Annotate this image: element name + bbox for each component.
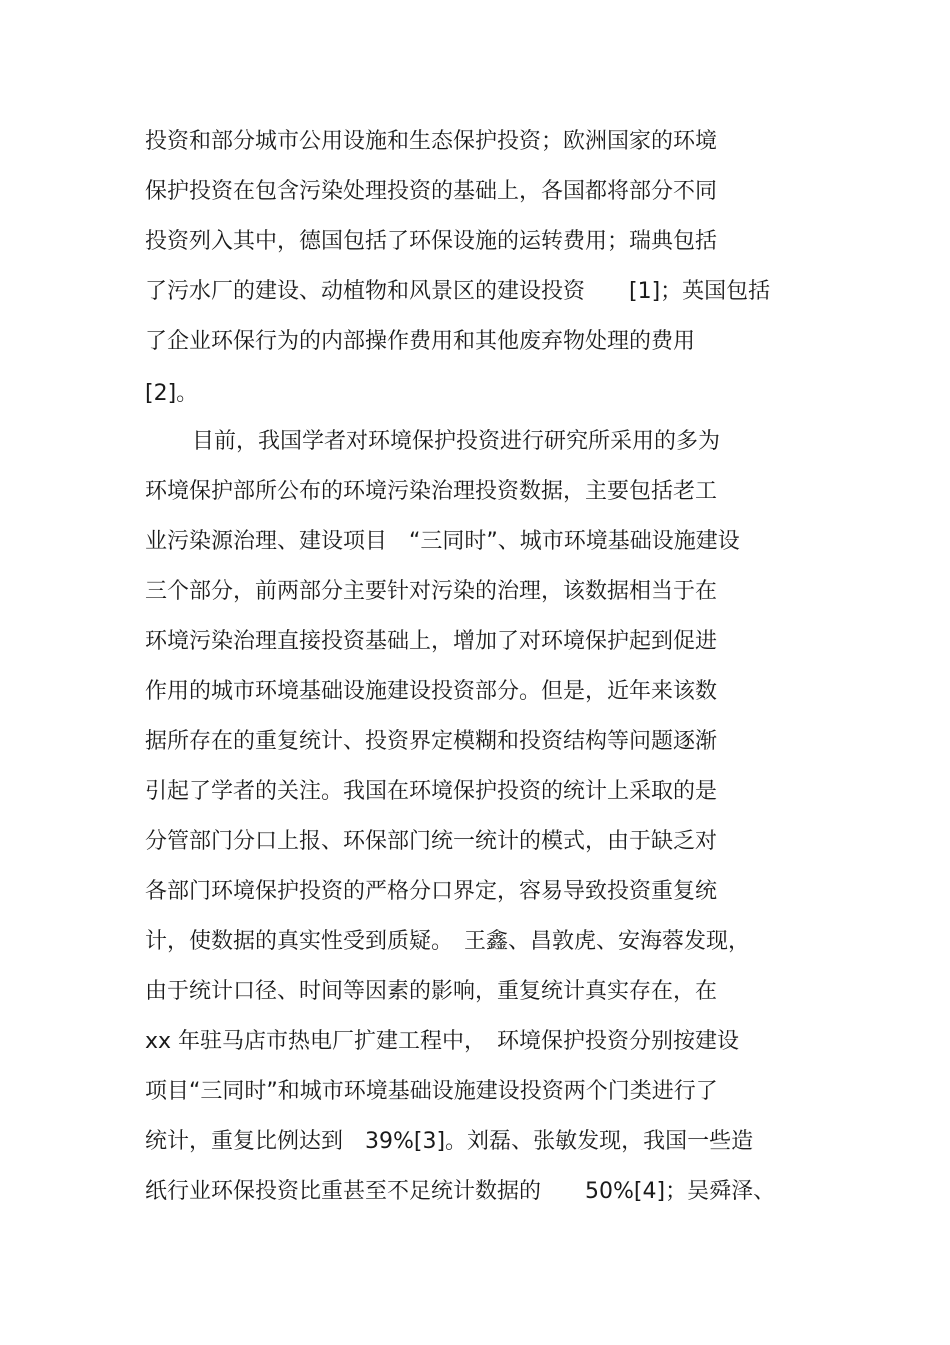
text-line: 引起了学者的关注。我国在环境保护投资的统计上采取的是 [145, 779, 718, 804]
text-line: 由于统计口径、时间等因素的影响，重复统计真实存在，在 [145, 979, 718, 1004]
text-line: 作用的城市环境基础设施建设投资部分。但是，近年来该数 [145, 679, 718, 704]
text-line: [2]。 [145, 381, 199, 406]
text-line: 了企业环保行为的内部操作费用和其他废弃物处理的费用 [145, 329, 696, 354]
text-line: 计，使数据的真实性受到质疑。 王鑫、昌敦虎、安海蓉发现， [145, 929, 751, 954]
text-line: 三个部分，前两部分主要针对污染的治理，该数据相当于在 [145, 579, 718, 604]
text-line: xx 年驻马店市热电厂扩建工程中， 环境保护投资分别按建设 [145, 1029, 740, 1054]
text-line: 分管部门分口上报、环保部门统一统计的模式，由于缺乏对 [145, 829, 718, 854]
text-line: 纸行业环保投资比重甚至不足统计数据的 50%[4]；吴舜泽、 [145, 1179, 776, 1204]
text-line: 业污染源治理、建设项目 “三同时”、城市环境基础设施建设 [145, 529, 740, 554]
text-line: 投资列入其中，德国包括了环保设施的运转费用；瑞典包括 [145, 229, 718, 254]
text-line: 统计，重复比例达到 39%[3]。刘磊、张敏发现，我国一些造 [145, 1129, 754, 1154]
text-line: 投资和部分城市公用设施和生态保护投资；欧洲国家的环境 [145, 129, 718, 154]
text-line: 据所存在的重复统计、投资界定模糊和投资结构等问题逐渐 [145, 729, 718, 754]
text-line: 了污水厂的建设、动植物和风景区的建设投资 [1]；英国包括 [145, 279, 771, 304]
text-line: 各部门环境保护投资的严格分口界定，容易导致投资重复统 [145, 879, 718, 904]
text-line: 保护投资在包含污染处理投资的基础上，各国都将部分不同 [145, 179, 718, 204]
text-line: 目前，我国学者对环境保护投资进行研究所采用的多为 [192, 429, 721, 454]
text-line: 项目“三同时”和城市环境基础设施建设投资两个门类进行了 [145, 1079, 718, 1104]
text-line: 环境污染治理直接投资基础上，增加了对环境保护起到促进 [145, 629, 718, 654]
text-line: 环境保护部所公布的环境污染治理投资数据，主要包括老工 [145, 479, 718, 504]
